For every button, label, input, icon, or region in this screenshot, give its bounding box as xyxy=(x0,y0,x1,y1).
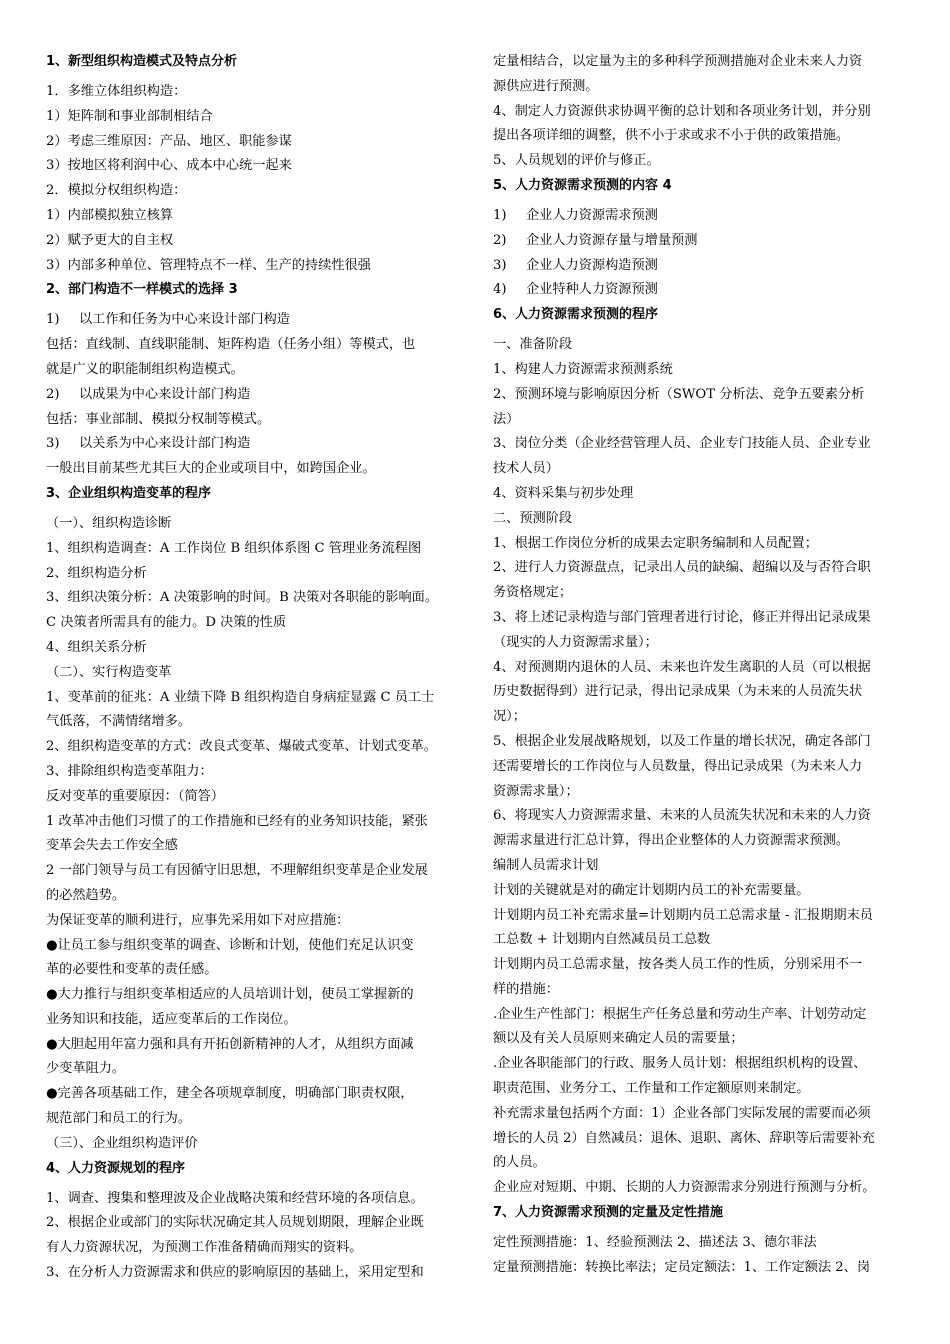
item-text: 以成果为中心来设计部门构造 xyxy=(79,386,251,402)
text-line: 2．模拟分权组织构造： xyxy=(46,183,187,199)
text-line: 3、组织决策分析：A 决策影响的时间。B 决策对各职能的影响面。 xyxy=(46,590,439,606)
text-line: 还需要增长的工作岗位与人员数量，得出记录成果（为未来人力 xyxy=(493,758,863,774)
text-line: 补充需求量包括两个方面：1）企业各部门实际发展的需要而必须 xyxy=(493,1105,871,1121)
numbered-item xyxy=(493,229,907,254)
text-line: 3）内部多种单位、管理特点不一样、生产的持续性很强 xyxy=(46,257,371,273)
text-line: 5、根据企业发展战略规划，以及工作量的增长状况，确定各部门 xyxy=(493,733,871,749)
text-line: 1 改革冲击他们习惯了的工作措施和已经有的业务知识技能，紧张 xyxy=(46,813,428,829)
text-line: （二）、实行构造变革 xyxy=(46,664,172,680)
text-line: 源需求量进行汇总计算，得出企业整体的人力资源需求预测。 xyxy=(493,833,850,849)
text-line: 1、调查、搜集和整理波及企业战略决策和经营环境的各项信息。 xyxy=(46,1190,424,1206)
text-line: 资源需求量）； xyxy=(493,783,579,799)
text-line: 有人力资源状况，为预测工作准备精确而翔实的资料。 xyxy=(46,1240,363,1256)
text-line: 计划期内员工总需求量，按各类人员工作的性质，分别采用不一 xyxy=(493,957,863,973)
left-column xyxy=(46,50,464,1286)
text-line: 3）按地区将利润中心、成本中心统一起来 xyxy=(46,158,292,174)
text-line: 2、根据企业或部门的实际状况确定其人员规划期限，理解企业既 xyxy=(46,1215,424,1231)
text-line: 一、准备阶段 xyxy=(493,337,573,353)
text-line: C 决策者所需具有的能力。D 决策的性质 xyxy=(46,615,287,631)
text-line: 企业应对短期、中期、长期的人力资源需求分别进行预测与分析。 xyxy=(493,1180,876,1196)
text-line: （三）、企业组织构造评价 xyxy=(46,1135,198,1151)
section-heading: 1、新型组织构造模式及特点分析 xyxy=(46,54,238,69)
item-text: 企业人力资源存量与增量预测 xyxy=(526,232,698,248)
text-line: 1）矩阵制和事业部制相结合 xyxy=(46,108,213,124)
numbered-item xyxy=(493,278,907,303)
right-column xyxy=(493,50,907,1281)
text-line: ●让员工参与组织变革的调查、诊断和计划，使他们充足认识变 xyxy=(46,937,414,953)
text-line: 职责范围、业务分工、工作量和工作定额原则来制定。 xyxy=(493,1081,810,1097)
text-line: 气低落，不满情绪增多。 xyxy=(46,714,192,730)
text-line: 3、排除组织构造变革阻力： xyxy=(46,763,213,779)
item-number: 2) xyxy=(493,232,507,248)
text-line: 计划期内员工补充需求量=计划期内员工总需求量 - 汇报期期末员 xyxy=(493,907,873,923)
text-line: 计划的关键就是对的确定计划期内员工的补充需要量。 xyxy=(493,882,810,898)
text-line: ●大胆起用年富力强和具有开拓创新精神的人才，从组织方面减 xyxy=(46,1036,414,1052)
text-line: 5、人员规划的评价与修正。 xyxy=(493,153,660,169)
text-line: 1．多维立体组织构造： xyxy=(46,84,187,99)
text-line: 4、对预测期内退休的人员、未来也许发生离职的人员（可以根据 xyxy=(493,659,871,675)
text-line: 编制人员需求计划 xyxy=(493,857,599,873)
text-line: 1）内部模拟独立核算 xyxy=(46,207,174,223)
text-line: 3、岗位分类（企业经营管理人员、企业专门技能人员、企业专业 xyxy=(493,436,871,452)
text-line: 变革会失去工作安全感 xyxy=(46,838,178,854)
text-line: 务资格规定； xyxy=(493,585,573,601)
section-heading: 7、人力资源需求预测的定量及定性措施 xyxy=(493,1205,724,1221)
text-line: 2、组织构造分析 xyxy=(46,565,147,581)
text-line: ●完善各项基础工作，建全各项规章制度，明确部门职责权限， xyxy=(46,1086,414,1102)
text-line: 法） xyxy=(493,411,520,427)
text-line: （一）、组织构造诊断 xyxy=(46,515,172,531)
item-number: 1) xyxy=(493,207,507,223)
text-line: 2、进行人力资源盘点，记录出人员的缺编、超编以及与否符合职 xyxy=(493,560,871,576)
text-line: 6、将现实人力资源需求量、未来的人员流失状况和未来的人力资 xyxy=(493,808,871,824)
text-line: 定性预测措施：1、经验预测法 2、描述法 3、德尔菲法 xyxy=(493,1235,817,1251)
section-heading: 3、企业组织构造变革的程序 xyxy=(46,485,212,501)
text-line: 2）考虑三维原因：产品、地区、职能参谋 xyxy=(46,133,292,149)
text-line: 少变革阻力。 xyxy=(46,1061,126,1077)
text-line: ●大力推行与组织变革相适应的人员培训计划，使员工掌握新的 xyxy=(46,987,414,1003)
numbered-item xyxy=(46,383,464,408)
text-line: 1、组织构造调查：A 工作岗位 B 组织体系图 C 管理业务流程图 xyxy=(46,540,422,556)
item-number: 1) xyxy=(46,312,60,328)
text-line: 2、组织构造变革的方式：改良式变革、爆破式变革、计划式变革。 xyxy=(46,739,437,755)
text-line: 包括：事业部制、模拟分权制等模式。 xyxy=(46,411,271,427)
text-line: 包括：直线制、直线职能制、矩阵构造（任务小组）等模式，也 xyxy=(46,337,416,353)
section-heading: 4、人力资源规划的程序 xyxy=(46,1160,186,1176)
text-line: 提出各项详细的调整，供不小于求或求不小于供的政策措施。 xyxy=(493,128,850,144)
text-line: 2）赋予更大的自主权 xyxy=(46,232,174,248)
item-number: 3) xyxy=(46,436,60,452)
numbered-item xyxy=(493,204,907,229)
text-line: 技术人员） xyxy=(493,461,559,477)
item-text: 以关系为中心来设计部门构造 xyxy=(79,436,251,452)
text-line: 反对变革的重要原因：（简答） xyxy=(46,788,225,804)
item-text: 以工作和任务为中心来设计部门构造 xyxy=(79,312,290,328)
text-line: .企业各职能部门的行政、服务人员计划：根据组织机构的设置、 xyxy=(493,1056,867,1072)
section-heading: 6、人力资源需求预测的程序 xyxy=(493,307,659,323)
section-heading: 5、人力资源需求预测的内容 4 xyxy=(493,177,672,193)
text-line: 4、资料采集与初步处理 xyxy=(493,485,634,501)
text-line: 样的措施： xyxy=(493,981,559,997)
text-line: 二、预测阶段 xyxy=(493,510,573,526)
text-line: .企业生产性部门：根据生产任务总量和劳动生产率、计划劳动定 xyxy=(493,1006,867,1022)
text-line: 规范部门和员工的行为。 xyxy=(46,1111,192,1127)
text-line: 源供应进行预测。 xyxy=(493,78,599,94)
text-line: 1、变革前的征兆：A 业绩下降 B 组织构造自身病症显露 C 员工士 xyxy=(46,689,435,705)
text-line: 定量预测措施：转换比率法；定员定额法：1、工作定额法 2、岗 xyxy=(493,1259,871,1275)
text-line: 4、制定人力资源供求协调平衡的总计划和各项业务计划，并分别 xyxy=(493,103,871,119)
text-line: 业务知识和技能，适应变革后的工作岗位。 xyxy=(46,1011,297,1027)
text-line: 定量相结合，以定量为主的多种科学预测措施对企业未来人力资 xyxy=(493,54,863,69)
numbered-item xyxy=(46,308,464,333)
text-line: 3、在分析人力资源需求和供应的影响原因的基础上，采用定型和 xyxy=(46,1265,424,1281)
text-line: 的人员。 xyxy=(493,1155,546,1171)
item-text: 企业人力资源需求预测 xyxy=(526,207,658,223)
item-number: 4) xyxy=(493,282,507,298)
text-line: 一般出目前某些尤其巨大的企业或项目中，如跨国企业。 xyxy=(46,461,376,477)
section-heading: 2、部门构造不一样模式的选择 3 xyxy=(46,282,238,298)
text-line: 3、将上述记录构造与部门管理者进行讨论，修正并得出记录成果 xyxy=(493,609,871,625)
text-line: 工总数 + 计划期内自然减员员工总数 xyxy=(493,932,711,948)
item-text: 企业人力资源构造预测 xyxy=(526,257,658,273)
numbered-item xyxy=(46,432,464,457)
text-line: 况）； xyxy=(493,709,526,725)
text-line: 4、组织关系分析 xyxy=(46,639,147,655)
text-line: 2、预测环境与影响原因分析（SWOT 分析法、竞争五要素分析 xyxy=(493,386,865,402)
text-line: 增长的人员 2）自然减员：退休、退职、离休、辞职等后需要补充 xyxy=(493,1130,875,1146)
text-line: （现实的人力资源需求量）； xyxy=(493,634,658,650)
text-line: 1、构建人力资源需求预测系统 xyxy=(493,361,673,377)
text-line: 为保证变革的顺利进行，应事先采用如下对应措施： xyxy=(46,912,350,928)
text-line: 历史数据得到）进行记录，得出记录成果（为未来的人员流失状 xyxy=(493,684,863,700)
item-number: 2) xyxy=(46,386,60,402)
text-line: 1、根据工作岗位分析的成果去定职务编制和人员配置； xyxy=(493,535,818,551)
item-text: 企业特种人力资源预测 xyxy=(526,282,658,298)
item-number: 3) xyxy=(493,257,507,273)
text-line: 额以及有关人员原则来确定人员的需要量； xyxy=(493,1031,744,1047)
text-line: 2 一部门领导与员工有因循守旧思想，不理解组织变革是企业发展 xyxy=(46,863,428,879)
text-line: 革的必要性和变革的责任感。 xyxy=(46,962,218,978)
text-line: 的必然趋势。 xyxy=(46,887,126,903)
numbered-item xyxy=(493,254,907,279)
text-line: 就是广义的职能制组织构造模式。 xyxy=(46,361,244,377)
